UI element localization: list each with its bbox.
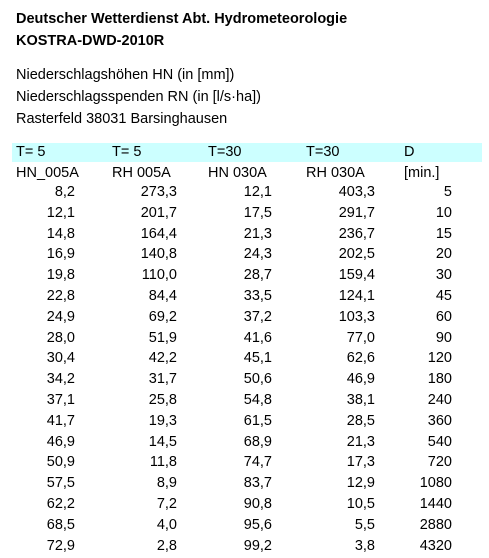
cell-hn-030a: 28,7 bbox=[243, 267, 272, 284]
column-header-return-period: T= 5 bbox=[112, 144, 142, 160]
cell-rh-005a: 7,2 bbox=[156, 495, 177, 512]
cell-hn-005a: 72,9 bbox=[46, 537, 75, 554]
cell-hn-005a: 16,9 bbox=[46, 246, 75, 263]
cell-rh-005a: 84,4 bbox=[148, 287, 177, 304]
cell-duration: 240 bbox=[427, 391, 452, 408]
cell-rh-005a: 164,4 bbox=[140, 225, 177, 242]
cell-rh-030a: 28,5 bbox=[346, 412, 375, 429]
cell-hn-005a: 12,1 bbox=[46, 204, 75, 221]
cell-duration: 90 bbox=[435, 329, 452, 346]
cell-duration: 720 bbox=[427, 454, 452, 471]
cell-hn-005a: 37,1 bbox=[46, 391, 75, 408]
cell-hn-005a: 19,8 bbox=[46, 267, 75, 284]
cell-hn-030a: 33,5 bbox=[243, 287, 272, 304]
cell-rh-030a: 77,0 bbox=[346, 329, 375, 346]
cell-hn-005a: 50,9 bbox=[46, 454, 75, 471]
cell-hn-005a: 24,9 bbox=[46, 308, 75, 325]
cell-duration: 540 bbox=[427, 433, 452, 450]
cell-rh-005a: 31,7 bbox=[148, 371, 177, 388]
cell-duration: 1080 bbox=[419, 475, 452, 492]
table-row bbox=[0, 350, 489, 371]
table-row bbox=[0, 226, 489, 247]
column-header-return-period: T=30 bbox=[208, 144, 242, 160]
info-line-rn: Niederschlagsspenden RN (in [l/s·ha]) bbox=[16, 89, 261, 105]
cell-rh-005a: 4,0 bbox=[156, 516, 177, 533]
cell-duration: 1440 bbox=[419, 495, 452, 512]
cell-rh-030a: 403,3 bbox=[338, 184, 375, 200]
cell-hn-030a: 90,8 bbox=[243, 495, 272, 512]
cell-hn-030a: 50,6 bbox=[243, 371, 272, 388]
cell-hn-030a: 95,6 bbox=[243, 516, 272, 533]
cell-duration: 180 bbox=[427, 371, 452, 388]
cell-hn-005a: 30,4 bbox=[46, 350, 75, 367]
table-row bbox=[0, 288, 489, 309]
cell-hn-030a: 74,7 bbox=[243, 454, 272, 471]
table-body bbox=[0, 184, 489, 558]
cell-rh-030a: 236,7 bbox=[338, 225, 375, 242]
cell-hn-005a: 22,8 bbox=[46, 287, 75, 304]
table-row bbox=[0, 205, 489, 226]
cell-duration: 120 bbox=[427, 350, 452, 367]
table-row bbox=[0, 267, 489, 288]
cell-rh-005a: 14,5 bbox=[148, 433, 177, 450]
cell-rh-030a: 12,9 bbox=[346, 475, 375, 492]
cell-hn-030a: 83,7 bbox=[243, 475, 272, 492]
cell-hn-005a: 28,0 bbox=[46, 329, 75, 346]
cell-rh-030a: 21,3 bbox=[346, 433, 375, 450]
cell-duration: 360 bbox=[427, 412, 452, 429]
cell-rh-005a: 42,2 bbox=[148, 350, 177, 367]
cell-duration: 5 bbox=[443, 184, 452, 200]
cell-hn-030a: 54,8 bbox=[243, 391, 272, 408]
cell-rh-030a: 103,3 bbox=[338, 308, 375, 325]
cell-hn-030a: 24,3 bbox=[243, 246, 272, 263]
cell-rh-005a: 140,8 bbox=[140, 246, 177, 263]
cell-rh-030a: 17,3 bbox=[346, 454, 375, 471]
column-header-duration: D bbox=[404, 144, 415, 160]
cell-hn-005a: 68,5 bbox=[46, 516, 75, 533]
cell-rh-005a: 51,9 bbox=[148, 329, 177, 346]
cell-rh-030a: 291,7 bbox=[338, 204, 375, 221]
cell-rh-030a: 3,8 bbox=[354, 537, 375, 554]
cell-rh-030a: 5,5 bbox=[354, 516, 375, 533]
cell-duration: 60 bbox=[435, 308, 452, 325]
cell-rh-030a: 159,4 bbox=[338, 267, 375, 284]
cell-duration: 2880 bbox=[419, 516, 452, 533]
cell-rh-005a: 69,2 bbox=[148, 308, 177, 325]
cell-rh-005a: 19,3 bbox=[148, 412, 177, 429]
table-row bbox=[0, 538, 489, 558]
table-row bbox=[0, 246, 489, 267]
cell-hn-030a: 99,2 bbox=[243, 537, 272, 554]
cell-rh-005a: 11,8 bbox=[149, 454, 177, 471]
cell-duration: 15 bbox=[435, 225, 452, 242]
table-row bbox=[0, 371, 489, 392]
cell-rh-030a: 62,6 bbox=[346, 350, 375, 367]
cell-hn-005a: 41,7 bbox=[46, 412, 75, 429]
table-row bbox=[0, 434, 489, 455]
cell-hn-005a: 8,2 bbox=[54, 184, 75, 200]
cell-hn-030a: 41,6 bbox=[243, 329, 272, 346]
info-line-rasterfeld: Rasterfeld 38031 Barsinghausen bbox=[16, 111, 228, 127]
cell-hn-030a: 68,9 bbox=[243, 433, 272, 450]
cell-hn-030a: 12,1 bbox=[243, 184, 272, 200]
cell-hn-005a: 14,8 bbox=[46, 225, 75, 242]
report-title: Deutscher Wetterdienst Abt. Hydrometeorologie bbox=[16, 11, 348, 27]
cell-rh-005a: 110,0 bbox=[141, 267, 177, 284]
column-subheader: HN 030A bbox=[208, 165, 267, 181]
column-subheader: HN_005A bbox=[16, 165, 79, 181]
cell-hn-030a: 45,1 bbox=[243, 350, 272, 367]
cell-hn-030a: 61,5 bbox=[243, 412, 272, 429]
column-subheader: [min.] bbox=[404, 165, 440, 181]
cell-rh-030a: 10,5 bbox=[346, 495, 375, 512]
cell-hn-005a: 34,2 bbox=[46, 371, 75, 388]
cell-hn-030a: 37,2 bbox=[243, 308, 272, 325]
cell-duration: 10 bbox=[435, 204, 452, 221]
table-row bbox=[0, 454, 489, 475]
table-row bbox=[0, 413, 489, 434]
cell-hn-030a: 17,5 bbox=[243, 204, 272, 221]
cell-rh-005a: 8,9 bbox=[156, 475, 177, 492]
cell-rh-030a: 46,9 bbox=[346, 371, 375, 388]
table-row bbox=[0, 184, 489, 205]
cell-rh-030a: 124,1 bbox=[338, 287, 375, 304]
report-subtitle: KOSTRA-DWD-2010R bbox=[16, 33, 165, 49]
cell-hn-030a: 21,3 bbox=[243, 225, 272, 242]
cell-rh-005a: 273,3 bbox=[140, 184, 177, 200]
column-header-return-period: T=30 bbox=[306, 144, 340, 160]
cell-hn-005a: 62,2 bbox=[46, 495, 75, 512]
cell-rh-005a: 25,8 bbox=[148, 391, 177, 408]
column-header-return-period: T= 5 bbox=[16, 144, 46, 160]
table-row bbox=[0, 475, 489, 496]
cell-rh-005a: 2,8 bbox=[156, 537, 177, 554]
cell-duration: 4320 bbox=[419, 537, 452, 554]
table-row bbox=[0, 517, 489, 538]
table-row bbox=[0, 330, 489, 351]
cell-duration: 45 bbox=[435, 287, 452, 304]
table-row bbox=[0, 392, 489, 413]
cell-duration: 30 bbox=[435, 267, 452, 284]
cell-rh-030a: 38,1 bbox=[346, 391, 375, 408]
cell-hn-005a: 46,9 bbox=[46, 433, 75, 450]
table-row bbox=[0, 496, 489, 517]
info-line-hn: Niederschlagshöhen HN (in [mm]) bbox=[16, 67, 235, 83]
column-subheader: RH 005A bbox=[112, 165, 171, 181]
cell-hn-005a: 57,5 bbox=[46, 475, 75, 492]
cell-rh-005a: 201,7 bbox=[140, 204, 177, 221]
table-row bbox=[0, 309, 489, 330]
cell-rh-030a: 202,5 bbox=[338, 246, 375, 263]
cell-duration: 20 bbox=[435, 246, 452, 263]
column-subheader: RH 030A bbox=[306, 165, 365, 181]
